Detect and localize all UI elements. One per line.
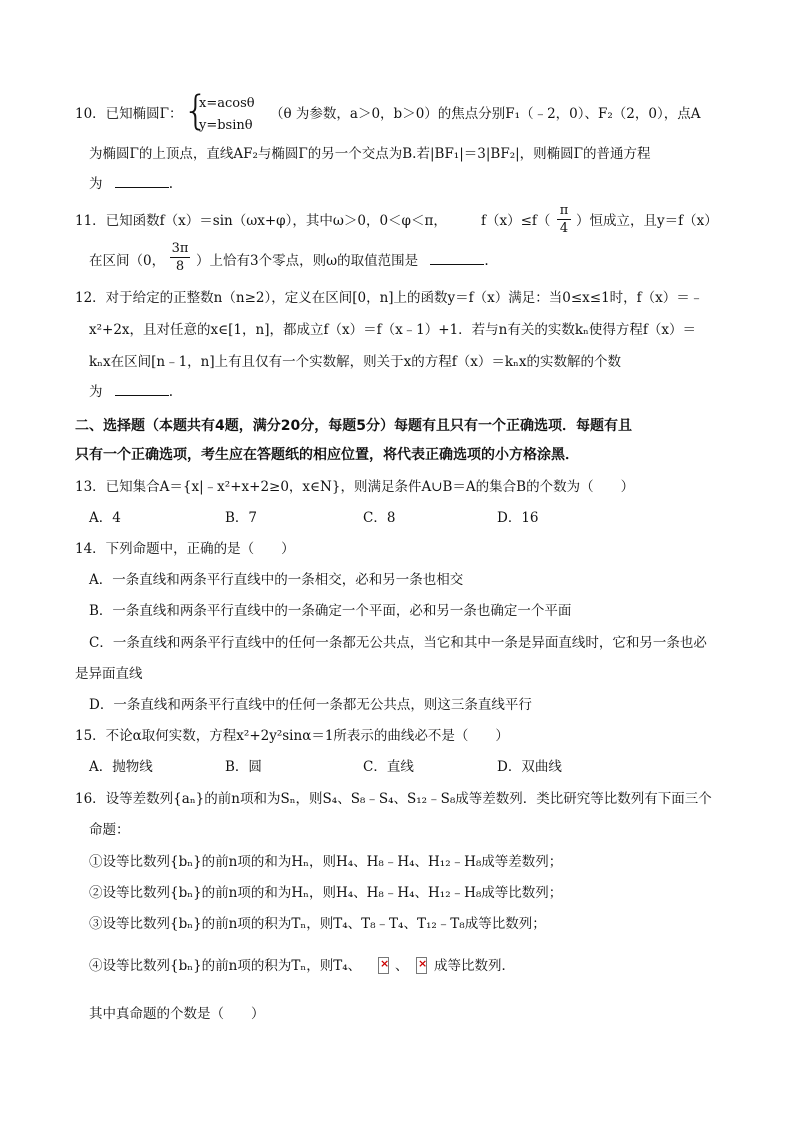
q11-line1-mid: f（x）≤f（: [481, 213, 551, 229]
q16-proposition-4-sep: 、: [395, 958, 409, 974]
q15-option-d: D．双曲线: [497, 759, 562, 775]
fraction-numerator: 3π: [171, 241, 189, 256]
q16-line1: 16．设等差数列{aₙ}的前n项和为Sₙ，则S₄、S₈﹣S₄、S₁₂﹣S₈成等差数列．类比研究等比数列有下面三个: [75, 791, 712, 807]
q16-line2: 命题：: [89, 822, 130, 838]
q15-option-c: C．直线: [363, 759, 414, 775]
fraction-denominator: 8: [175, 259, 185, 274]
q16-proposition-1: ①设等比数列{bₙ}的前n项的和为Hₙ，则H₄、H₈﹣H₄、H₁₂﹣H₈成等差数列；: [89, 854, 563, 870]
fraction-3pi-over-8: [170, 241, 190, 274]
q11-line1-end: ）恒成立，且y＝f（x）: [576, 213, 718, 229]
q12-line2: x²+2x，且对任意的x∈[1，n]，都成立f（x）＝f（x﹣1）+1．若与n有关的实数kₙ使得方程f（x）＝: [89, 322, 696, 338]
q14-stem: 14．下列命题中，正确的是（ ）: [75, 541, 295, 557]
system-brace: {: [183, 88, 209, 134]
q14-option-b: B．一条直线和两条平行直线中的一条确定一个平面，必和另一条也确定一个平面: [89, 603, 572, 619]
q11-line1-start: 11．已知函数f（x）＝sin（ωx+φ），其中ω＞0，0＜φ＜π，: [75, 213, 447, 229]
q10-line3: 为 .: [89, 176, 174, 192]
q13-option-d: D．16: [497, 510, 539, 526]
q13-option-a: A．4: [89, 510, 121, 526]
q14-option-d: D．一条直线和两条平行直线中的任何一条都无公共点，则这三条直线平行: [89, 697, 532, 713]
q10-line3-text: 为: [89, 176, 103, 192]
q15-option-b: B．圆: [225, 759, 262, 775]
answer-blank: [430, 252, 484, 265]
q15-stem: 15．不论α取何实数，方程x²+2y²sinα＝1所表示的曲线必不是（ ）: [75, 728, 509, 744]
broken-image-icon: [378, 957, 389, 974]
section2-heading-line1: 二、选择题（本题共有4题，满分20分，每题5分）每题有且只有一个正确选项．每题有且: [75, 418, 632, 434]
section2-heading-line2: 只有一个正确选项，考生应在答题纸的相应位置，将代表正确选项的小方格涂黑．: [75, 447, 579, 463]
fraction-bar: [170, 257, 190, 258]
q14-option-a: A．一条直线和两条平行直线中的一条相交，必和另一条也相交: [89, 572, 464, 588]
q10-line2: 为椭圆Γ的上顶点，直线AF₂与椭圆Γ的另一个交点为B.若|BF₁|＝3|BF₂|，则椭圆Γ的普通方程: [89, 146, 651, 162]
param-eq-y: y=bsinθ: [199, 118, 253, 133]
q13-option-b: B．7: [225, 510, 258, 526]
q11-line2-start: 在区间（0，: [89, 253, 166, 269]
fraction-pi-over-4: [557, 203, 571, 236]
q14-option-c-line2: 是异面直线: [75, 666, 143, 682]
answer-blank: [115, 383, 169, 396]
q14-option-c-line1: C．一条直线和两条平行直线中的任何一条都无公共点，当它和其中一条是异面直线时，它和另一条也必: [89, 635, 707, 651]
q13-option-c: C．8: [363, 510, 396, 526]
q12-line1: 12．对于给定的正整数n（n≥2），定义在区间[0，n]上的函数y＝f（x）满足：当0≤x≤1时，f（x）＝﹣: [75, 290, 704, 306]
q16-proposition-3: ③设等比数列{bₙ}的前n项的积为Tₙ，则T₄、T₈﹣T₄、T₁₂﹣T₈成等比数列；: [89, 916, 546, 932]
q10-line1-start: 10．已知椭圆Γ：: [75, 106, 183, 122]
answer-blank: [115, 175, 169, 188]
q10-line1-end: （θ 为参数，a＞0，b＞0）的焦点分别F₁（﹣2，0）、F₂（2，0），点A: [270, 106, 701, 122]
q16-proposition-4-end: 成等比数列．: [434, 958, 515, 974]
q11-line2-end: ）上恰有3个零点，则ω的取值范围是 .: [196, 253, 489, 269]
param-eq-x: x=acosθ: [199, 96, 255, 111]
q16-question: 其中真命题的个数是（ ）: [89, 1006, 265, 1022]
q16-proposition-2: ②设等比数列{bₙ}的前n项的和为Hₙ，则H₄、H₈﹣H₄、H₁₂﹣H₈成等比数列；: [89, 885, 563, 901]
q12-line4: 为 .: [89, 384, 174, 400]
q15-option-a: A．抛物线: [89, 759, 153, 775]
q11-line2-text: ）上恰有3个零点，则ω的取值范围是: [196, 253, 419, 269]
q12-line3: kₙx在区间[n﹣1，n]上有且仅有一个实数解，则关于x的方程f（x）＝kₙx的实数解的个数: [89, 354, 622, 370]
fraction-bar: [557, 219, 571, 220]
q16-proposition-4-start: ④设等比数列{bₙ}的前n项的积为Tₙ，则T₄、: [89, 958, 362, 974]
q12-line4-text: 为: [89, 384, 103, 400]
q13-stem: 13．已知集合A＝{x|﹣x²+x+2≥0，x∈N}，则满足条件A∪B＝A的集合B的个数为（ ）: [75, 479, 635, 495]
broken-image-icon: [416, 957, 427, 974]
fraction-denominator: 4: [559, 221, 569, 236]
fraction-numerator: π: [559, 203, 569, 218]
